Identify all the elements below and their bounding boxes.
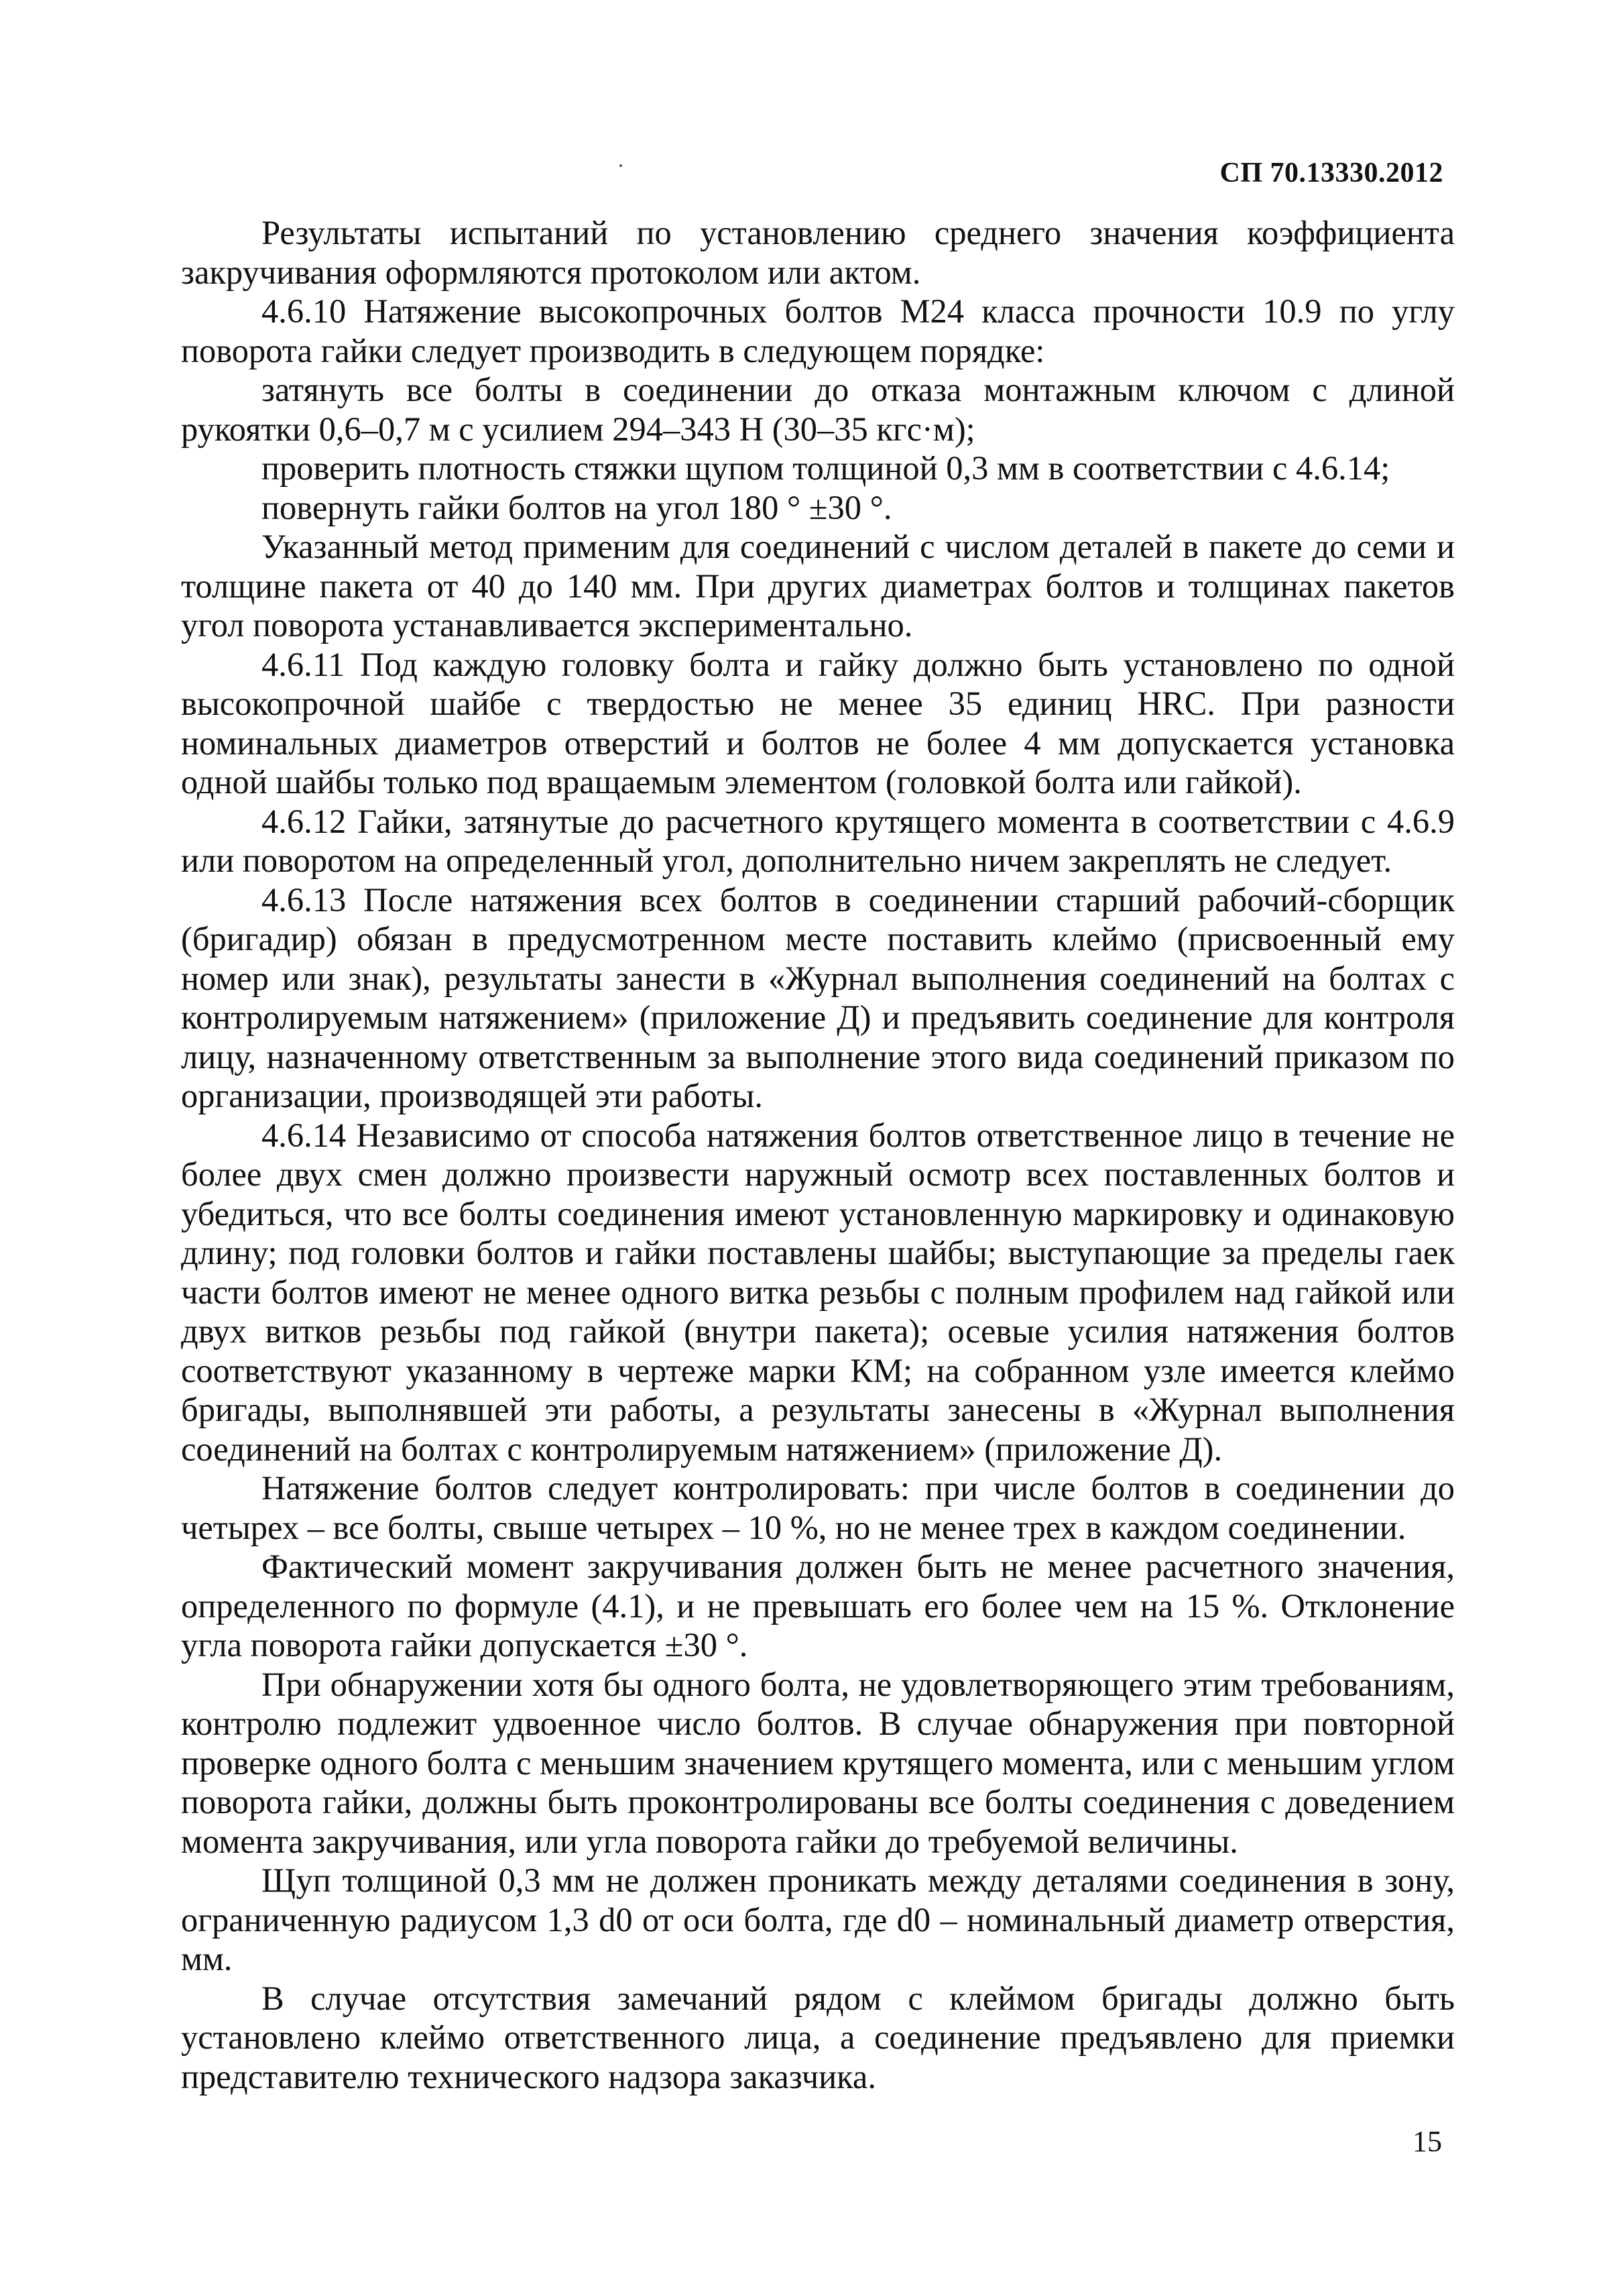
paragraph: Щуп толщиной 0,3 мм не должен проникать между деталями соединения в зону, ограниченную радиусом 1,3 d0 от оси болта, где d0 – номинальный диаметр отверстия, мм.: [181, 1861, 1455, 1977]
paragraph-4-6-10: 4.6.10 Натяжение высокопрочных болтов М24 класса прочности 10.9 по углу поворота гайки следует производить в следующем порядке:: [181, 292, 1455, 369]
paragraph: В случае отсутствия замечаний рядом с клеймом бригады должно быть установлено клеймо ответственного лица, а соединение предъявлено для приемки представителю технического надзора заказчика.: [181, 1979, 1455, 2096]
paragraph: проверить плотность стяжки щупом толщиной 0,3 мм в соответствии с 4.6.14;: [261, 449, 1390, 487]
paragraph-4-6-11: 4.6.11 Под каждую головку болта и гайку должно быть установлено по одной высокопрочной шайбе с твердостью не менее 35 единиц HRC. При разности номинальных диаметров отверстий и болтов не более 4 мм допускается установка одной шайбы только под вращаемым элементом (головкой болта или гайкой).: [181, 645, 1455, 801]
paragraph: Фактический момент закручивания должен быть не менее расчетного значения, определенного по формуле (4.1), и не превышать его более чем на 15 %. Отклонение угла поворота гайки допускается ±30 °.: [181, 1548, 1455, 1664]
document-code: СП 70.13330.2012: [1219, 158, 1443, 188]
page-number: 15: [1412, 2125, 1442, 2158]
paragraph: При обнаружении хотя бы одного болта, не удовлетворяющего этим требованиям, контролю подлежит удвоенное число болтов. В случае обнаружения при повторной проверке одного болта с меньшим значением крутящего момента, или с меньшим углом поворота гайки, должны быть проконтролированы все болты соединения с доведением момента закручивания, или угла поворота гайки до требуемой величины.: [181, 1665, 1455, 1860]
paragraph: повернуть гайки болтов на угол 180 ° ±30 °.: [261, 488, 892, 526]
paragraph: Натяжение болтов следует контролировать: при числе болтов в соединении до четырех – все болты, свыше четырех – 10 %, но не менее трех в каждом соединении.: [181, 1469, 1455, 1546]
paragraph-4-6-12: 4.6.12 Гайки, затянутые до расчетного крутящего момента в соответствии с 4.6.9 или поворотом на определенный угол, дополнительно ничем закреплять не следует.: [181, 802, 1455, 879]
paragraph: Указанный метод применим для соединений с числом деталей в пакете до семи и толщине пакета от 40 до 140 мм. При других диаметрах болтов и толщинах пакетов угол поворота устанавливается экспериментально.: [181, 528, 1455, 644]
document-body: [181, 213, 1455, 2096]
paragraph: затянуть все болты в соединении до отказа монтажным ключом с длиной рукоятки 0,6–0,7 м с усилием 294–343 Н (30–35 кгс·м);: [181, 371, 1455, 448]
paragraph-4-6-13: 4.6.13 После натяжения всех болтов в соединении старший рабочий-сборщик (бригадир) обязан в предусмотренном месте поставить клеймо (присвоенный ему номер или знак), результаты занести в «Журнал выполнения соединений на болтах с контролируемым натяжением» (приложение Д) и предъявить соединение для контроля лицу, назначенному ответственным за выполнение этого вида соединений приказом по организации, производящей эти работы.: [181, 880, 1455, 1114]
scan-speck: [619, 164, 622, 167]
paragraph-4-6-14: 4.6.14 Независимо от способа натяжения болтов ответственное лицо в течение не более двух смен должно произвести наружный осмотр всех поставленных болтов и убедиться, что все болты соединения имеют установленную маркировку и одинаковую длину; под головки болтов и гайки поставлены шайбы; выступающие за пределы гаек части болтов имеют не менее одного витка резьбы с полным профилем над гайкой или двух витков резьбы под гайкой (внутри пакета); осевые усилия натяжения болтов соответствуют указанному в чертеже марки КМ; на собранном узле имеется клеймо бригады, выполнявшей эти работы, а результаты занесены в «Журнал выполнения соединений на болтах с контролируемым натяжением» (приложение Д).: [181, 1116, 1455, 1468]
paragraph: Результаты испытаний по установлению среднего значения коэффициента закручивания оформляются протоколом или актом.: [181, 214, 1455, 291]
